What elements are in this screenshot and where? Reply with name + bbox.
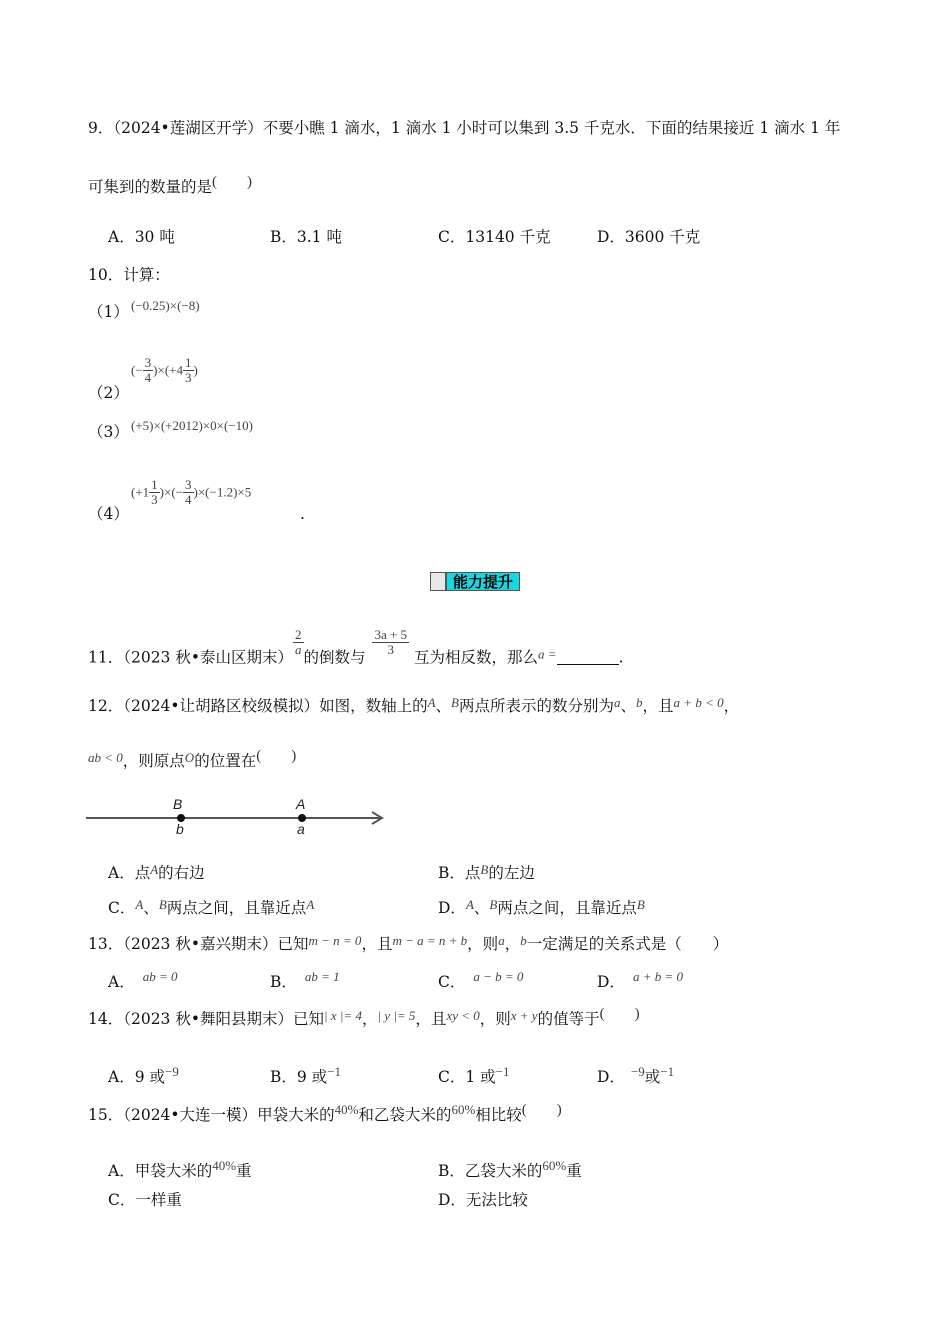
fraction: $\frac{3}{4}$	[144, 355, 152, 385]
q14-option-a[interactable]: A．9 或$^{-9}$	[108, 1064, 179, 1086]
number-line-figure	[84, 792, 390, 838]
q15-option-d[interactable]: D．无法比较	[438, 1191, 528, 1209]
point-a-label: A	[296, 796, 306, 812]
q9-option-c[interactable]: C．13140 千克	[438, 228, 551, 246]
q12-line2: $^{ab < 0}$，则原点$^O$的位置在( )	[88, 748, 297, 770]
q15-stem: 15．（2024•大连一模）甲袋大米的$^{40\%}$和乙袋大米的$^{60\%}$相比较( )	[88, 1102, 562, 1124]
q12-option-a[interactable]: A．点$^A$的右边	[108, 862, 205, 882]
q13-option-c[interactable]: C． $^{a - b = 0}$	[438, 969, 524, 991]
q11: 11．（2023 秋•泰山区期末） $\frac{2}{a}$ 的倒数与 $\frac{3a + 5}{3}$ 互为相反数，那么$_{a =}$ .	[88, 627, 624, 667]
q10-item-4-label: （4）	[88, 505, 129, 523]
q10-item-4-end: .	[300, 505, 305, 523]
point-b-label: B	[173, 796, 183, 812]
q11-fraction-1: $\frac{2}{a}$	[295, 627, 302, 657]
q10-title: 10．计算：	[88, 266, 170, 284]
q14-option-b[interactable]: B．9 或$^{-1}$	[270, 1064, 342, 1086]
section-marker-icon	[430, 572, 446, 591]
value-a-label: a	[297, 821, 305, 837]
q9-option-b[interactable]: B．3.1 吨	[270, 228, 342, 246]
q14-option-c[interactable]: C．1 或$^{-1}$	[438, 1064, 510, 1086]
q10-item-1-label: （1）	[88, 303, 129, 321]
q11-text1: 的倒数与	[303, 648, 366, 667]
fraction: $\frac{3}{4}$	[185, 477, 192, 507]
q9-paren: ( )	[212, 174, 253, 190]
q11-prefix: 11．（2023 秋•泰山区期末）	[88, 648, 293, 667]
q13-option-b[interactable]: B． $^{ab = 1}$	[270, 969, 340, 991]
q9-line2-text: 可集到的数量的是	[88, 178, 213, 196]
q9-option-d[interactable]: D．3600 千克	[597, 228, 701, 246]
q13-stem: 13．（2023 秋•嘉兴期末）已知$^{m - n = 0}$，且$^{m - a = n + b}$，则$^a$，$^b$一定满足的关系式是（ ）	[88, 933, 729, 953]
q13-option-d[interactable]: D． $^{a + b = 0}$	[597, 969, 683, 991]
q15-option-b[interactable]: B．乙袋大米的$^{60\%}$重	[438, 1158, 582, 1180]
q10-item-2-expr: (− $\frac{3}{4}$ )×(+4 $\frac{1}{3}$ )	[131, 355, 198, 385]
q12-option-c[interactable]: C．$^A$、$^B$两点之间，且靠近点$^A$	[108, 897, 315, 917]
section-title: 能力提升	[446, 572, 520, 591]
q10-item-2-label: （2）	[88, 384, 129, 402]
q12-line1: 12．（2024•让胡路区校级模拟）如图，数轴上的$^A$、$^B$两点所表示的数分别为$^a$、$^b$，且$^{a + b < 0}$，	[88, 695, 740, 715]
q15-option-c[interactable]: C．一样重	[108, 1191, 182, 1209]
q9-line1: 9．（2024•莲湖区开学）不要小瞧 1 滴水，1 滴水 1 小时可以集到 3.5 千克水．下面的结果接近 1 滴水 1 年	[88, 119, 841, 137]
q11-var: a =	[538, 646, 557, 662]
q14-option-d[interactable]: D． $^{-9}$或$^{-1}$	[597, 1064, 675, 1086]
value-b-label: b	[176, 821, 184, 837]
q12-option-d[interactable]: D．$^A$、$^B$两点之间，且靠近点$^B$	[438, 897, 645, 917]
q9-option-a[interactable]: A．30 吨	[108, 228, 175, 246]
q9-line2	[88, 172, 252, 197]
fraction: $\frac{1}{3}$	[151, 477, 158, 507]
q14-stem: 14．（2023 秋•舞阳县期末）已知$^{| x |= 4}$，$^{| y |= 5}$，且$^{xy < 0}$，则$^{x + y}$的值等于( )	[88, 1006, 640, 1028]
q13-option-a[interactable]: A． $^{ab = 0}$	[108, 969, 178, 991]
fraction: $\frac{1}{3}$	[185, 355, 192, 385]
q15-option-a[interactable]: A．甲袋大米的$^{40\%}$重	[108, 1158, 252, 1180]
q11-text2: 互为相反数，那么	[414, 648, 539, 667]
q10-item-3-label: （3）	[88, 423, 129, 441]
q10-item-4-expr: (+1 $\frac{1}{3}$ )×(− $\frac{3}{4}$ )×(−1.2)×5	[131, 477, 252, 507]
q12-option-b[interactable]: B．点$^B$的左边	[438, 862, 535, 882]
q10-item-1-expr: (−0.25)×(−8)	[131, 298, 200, 313]
q10-item-3-expr: (+5)×(+2012)×0×(−10)	[131, 418, 253, 433]
q11-fraction-2: $\frac{3a + 5}{3}$	[374, 627, 408, 657]
answer-blank[interactable]	[557, 650, 619, 665]
